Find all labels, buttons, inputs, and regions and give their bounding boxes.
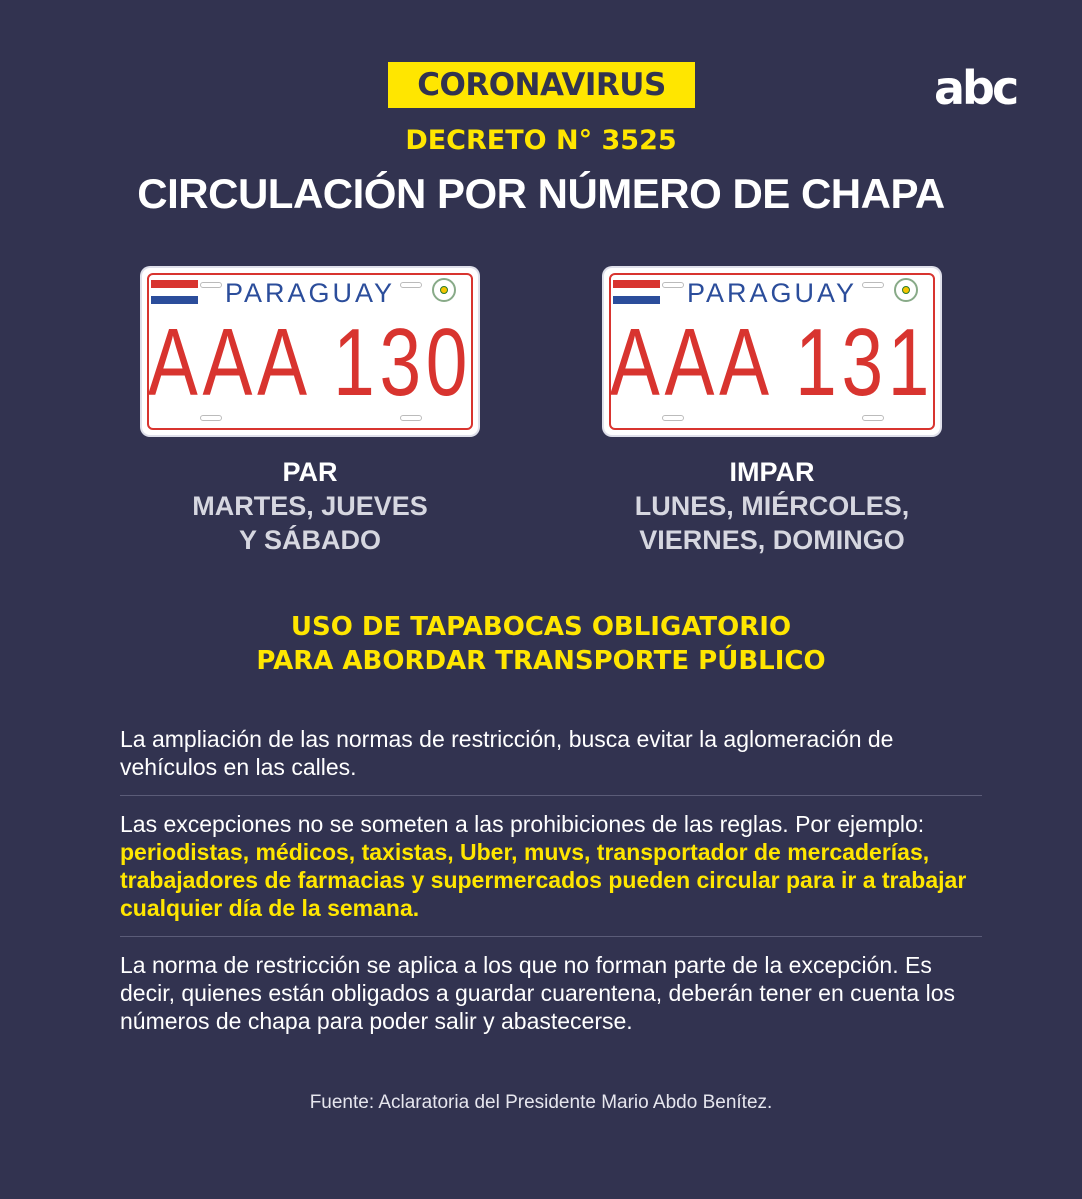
plate-number: AAA 130 xyxy=(147,309,473,416)
warning-line: PARA ABORDAR TRANSPORTE PÚBLICO xyxy=(256,646,826,676)
paragraph-restriction: La norma de restricción se aplica a los que no forman parte de la excepción. Es decir, quienes están obligados a guardar cuarentena, deberán tener en cuenta los números de chapa para poder salir y abastecerse. xyxy=(120,952,955,1034)
body-content xyxy=(120,0,982,1115)
divider xyxy=(120,936,982,937)
coronavirus-tag: CORONAVIRUS xyxy=(388,62,695,108)
divider xyxy=(120,795,982,796)
abc-logo: abc xyxy=(934,61,1017,115)
parity-heading: IMPAR xyxy=(729,457,815,487)
paragraph-purpose: La ampliación de las normas de restricción, busca evitar la aglomeración de vehículos en las calles. xyxy=(120,726,894,780)
paragraph-exceptions xyxy=(120,810,982,922)
days-line: MARTES, JUEVES xyxy=(192,491,428,521)
days-line: VIERNES, DOMINGO xyxy=(639,525,905,555)
warning-line: USO DE TAPABOCAS OBLIGATORIO xyxy=(290,612,792,642)
parity-heading: PAR xyxy=(282,457,338,487)
page-title: CIRCULACIÓN POR NÚMERO DE CHAPA xyxy=(137,170,945,217)
exceptions-text: Las excepciones no se someten a las prohibiciones de las reglas. Por ejemplo: xyxy=(120,811,925,837)
days-line: Y SÁBADO xyxy=(238,525,382,555)
plate-number: AAA 131 xyxy=(609,309,935,416)
days-line: LUNES, MIÉRCOLES, xyxy=(634,491,910,521)
plate-country: PARAGUAY xyxy=(686,278,858,308)
plate-country: PARAGUAY xyxy=(224,278,396,308)
decree-number: DECRETO N° 3525 xyxy=(405,125,677,156)
exceptions-highlight: periodistas, médicos, taxistas, Uber, muvs, transportador de mercaderías, trabajadores de farmacias y supermercados pueden circular para ir a trabajar cualquier día de la semana. xyxy=(120,839,967,921)
source-footer: Fuente: Aclaratoria del Presidente Mario Abdo Benítez. xyxy=(309,1092,773,1113)
